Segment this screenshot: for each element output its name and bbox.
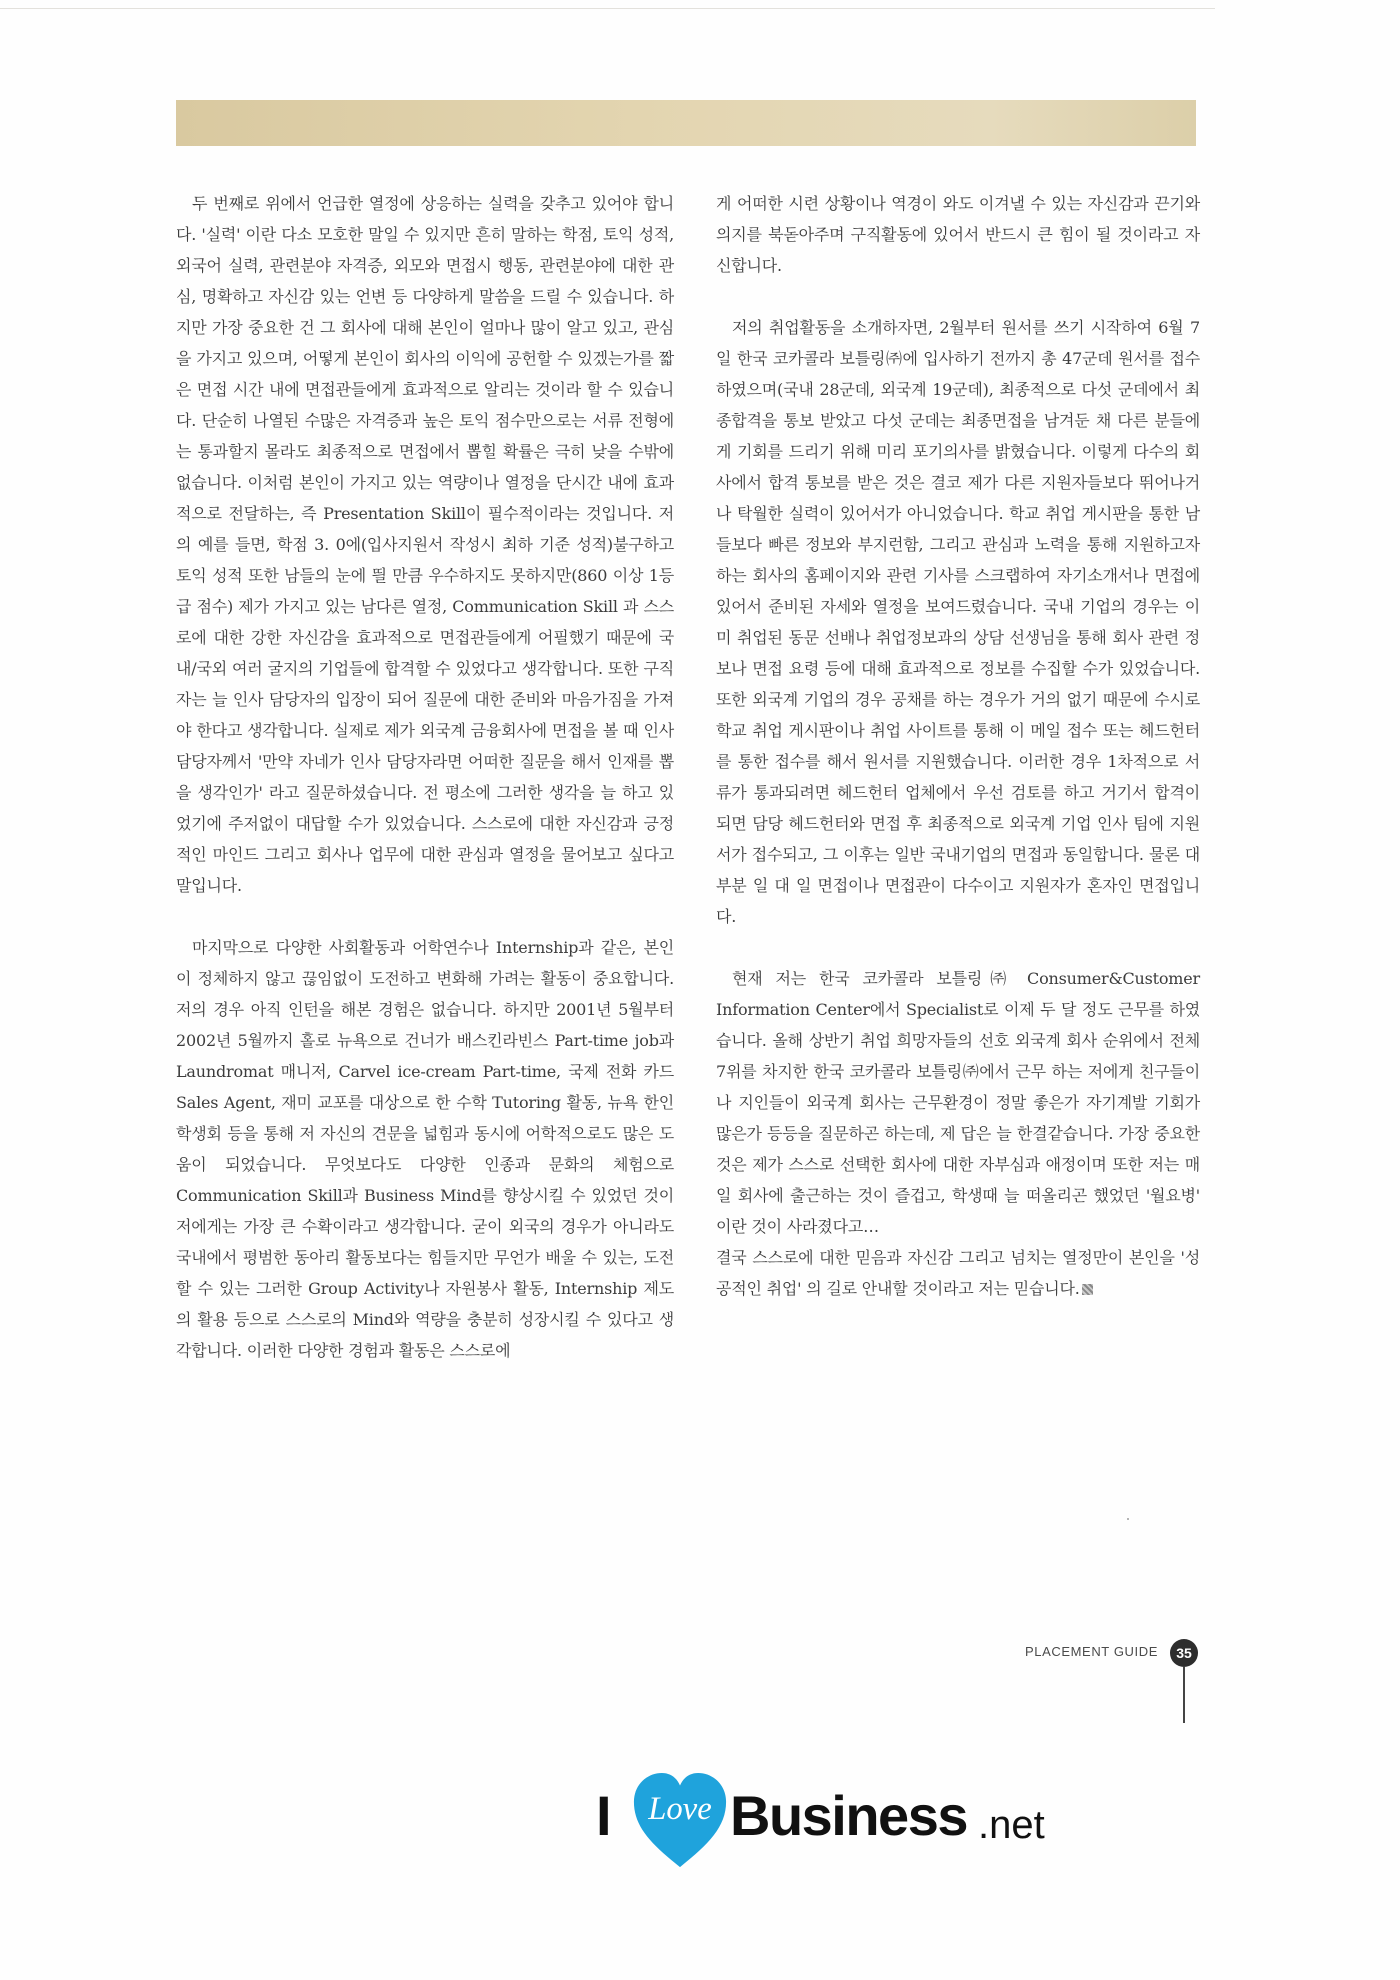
- left-column: [176, 188, 674, 1366]
- svg-text:Love: Love: [648, 1791, 712, 1828]
- heart-logo-icon: [632, 1771, 728, 1871]
- article-end-mark-icon: [1082, 1284, 1093, 1295]
- right-paragraph-current-job: 현재 저는 한국 코카콜라 보틀링㈜ Consumer&Customer Information Center에서 Specialist로 이제 두 달 정도 근무를 하였습니다. 올해 상반기 취업 희망자들의 선호 외국계 회사 순위에서 전체 7위를 차지한 한국 코카콜라 보틀링㈜에서 근무 하는 저에게 친구들이나 지인들이 외국계 회사는 근무환경이 정말 좋은가 자기계발 기회가 많은가 등등을 질문하곤 하는데, 제 답은 늘 한결같습니다. 가장 중요한 것은 제가 스스로 선택한 회사에 대한 자부심과 애정이며 또한 저는 매일 회사에 출근하는 것이 즐겁고, 학생때 늘 떠올리곤 했었던 '월요병' 이란 것이 사라졌다고…: [716, 969, 1200, 1236]
- right-paragraph-continuation: 게 어떠한 시련 상황이나 역경이 와도 이겨낼 수 있는 자신감과 끈기와 의지를 북돋아주며 구직활동에 있어서 반드시 큰 힘이 될 것이라고 자신합니다.: [716, 194, 1200, 275]
- top-rule: [0, 8, 1215, 9]
- page-number: 35: [1170, 1639, 1198, 1667]
- logo-letter-i: I: [596, 1784, 612, 1847]
- logo-word-business: Business: [730, 1784, 967, 1847]
- right-paragraph-job-search: 저의 취업활동을 소개하자면, 2월부터 원서를 쓰기 시작하여 6월 7일 한국 코카콜라 보틀링㈜에 입사하기 전까지 총 47군데 원서를 접수하였으며(국내 28군데, 외국계 19군데), 최종적으로 다섯 군데에서 최종합격을 통보 받았고 다섯 군데는 최종면접을 남겨둔 채 다른 분들에게 기회를 드리기 위해 미리 포기의사를 밝혔습니다. 이렇게 다수의 회사에서 합격 통보를 받은 것은 결코 제가 다른 지원자들보다 뛰어나거나 탁월한 실력이 있어서가 아니었습니다. 학교 취업 게시판을 통한 남들보다 빠른 정보와 부지런함, 그리고 관심과 노력을 통해 지원하고자 하는 회사의 홈페이지와 관련 기사를 스크랩하여 자기소개서나 면접에 있어서 준비된 자세와 열정을 보여드렸습니다. 국내 기업의 경우는 이미 취업된 동문 선배나 취업정보과의 상담 선생님을 통해 회사 관련 정보나 면접 요령 등에 대해 효과적으로 정보를 수집할 수가 있었습니다. 또한 외국계 기업의 경우 공채를 하는 경우가 거의 없기 때문에 수시로 학교 취업 게시판이나 취업 사이트를 통해 이 메일 접수 또는 헤드헌터를 통한 접수를 해서 원서를 지원했습니다. 이러한 경우 1차적으로 서류가 통과되려면 헤드헌터 업체에서 우선 검토를 하고 거기서 합격이 되면 담당 헤드헌터와 면접 후 최종적으로 외국계 기업 인사 팀에 지원서가 접수되고, 그 이후는 일반 국내기업의 면접과 동일합니다. 물론 대부분 일 대 일 면접이나 면접관이 다수이고 지원자가 혼자인 면접입니다.: [716, 318, 1200, 926]
- right-paragraph-conclusion: [716, 1242, 1200, 1304]
- header-band: [176, 100, 1196, 146]
- left-paragraph-1: 두 번째로 위에서 언급한 열정에 상응하는 실력을 갖추고 있어야 합니다. '실력' 이란 다소 모호한 말일 수 있지만 흔히 말하는 학점, 토익 성적, 외국어 실력, 관련분야 자격증, 외모와 면접시 행동, 관련분야에 대한 관심, 명확하고 자신감 있는 언변 등 다양하게 말씀을 드릴 수 있습니다. 하지만 가장 중요한 건 그 회사에 대해 본인이 얼마나 많이 알고 있고, 관심을 가지고 있으며, 어떻게 본인이 회사의 이익에 공헌할 수 있겠는가를 짧은 면접 시간 내에 면접관들에게 효과적으로 알리는 것이라 할 수 있습니다. 단순히 나열된 수많은 자격증과 높은 토익 점수만으로는 서류 전형에는 통과할지 몰라도 최종적으로 면접에서 뽑힐 확률은 극히 낮을 수밖에 없습니다. 이처럼 본인이 가지고 있는 역량이나 열정을 단시간 내에 효과적으로 전달하는, 즉 Presentation Skill이 필수적이라는 것입니다. 저의 예를 들면, 학점 3. 0에(입사지원서 작성시 최하 기준 성적)불구하고 토익 성적 또한 남들의 눈에 띌 만큼 우수하지도 못하지만(860 이상 1등급 점수) 제가 가지고 있는 남다른 열정, Communication Skill 과 스스로에 대한 강한 자신감을 효과적으로 면접관들에게 어필했기 때문에 국내/국외 여러 굴지의 기업들에 합격할 수 있었다고 생각합니다. 또한 구직자는 늘 인사 담당자의 입장이 되어 질문에 대한 준비와 마음가짐을 가져야 한다고 생각합니다. 실제로 제가 외국계 금융회사에 면접을 볼 때 인사 담당자께서 '만약 자네가 인사 담당자라면 어떠한 질문을 해서 인재를 뽑을 생각인가' 라고 질문하셨습니다. 전 평소에 그러한 생각을 늘 하고 있었기에 주저없이 대답할 수가 있었습니다. 스스로에 대한 자신감과 긍정적인 마인드 그리고 회사나 업무에 대한 관심과 열정을 물어보고 싶다고 말입니다.: [176, 194, 674, 895]
- scan-mark: [1127, 1518, 1129, 1520]
- folio: [1008, 1639, 1198, 1729]
- conclusion-text: 결국 스스로에 대한 믿음과 자신감 그리고 넘치는 열정만이 본인을 '성공적인 취업' 의 길로 안내할 것이라고 저는 믿습니다.: [716, 1248, 1200, 1298]
- left-paragraph-2: 마지막으로 다양한 사회활동과 어학연수나 Internship과 같은, 본인이 정체하지 않고 끊임없이 도전하고 변화해 가려는 활동이 중요합니다. 저의 경우 아직 인턴을 해본 경험은 없습니다. 하지만 2001년 5월부터 2002년 5월까지 홀로 뉴욕으로 건너가 배스킨라빈스 Part-time job과 Laundromat 매니저, Carvel ice-cream Part-time, 국제 전화 카드 Sales Agent, 재미 교포를 대상으로 한 수학 Tutoring 활동, 뉴욕 한인 학생회 등을 통해 저 자신의 견문을 넓힘과 동시에 어학적으로도 많은 도움이 되었습니다. 무엇보다도 다양한 인종과 문화의 체험으로 Communication Skill과 Business Mind를 향상시킬 수 있었던 것이 저에게는 가장 큰 수확이라고 생각합니다. 굳이 외국의 경우가 아니라도 국내에서 평범한 동아리 활동보다는 힘들지만 무언가 배울 수 있는, 도전할 수 있는 그러한 Group Activity나 자원봉사 활동, Internship 제도의 활용 등으로 스스로의 Mind와 역량을 충분히 성장시킬 수 있다고 생각합니다. 이러한 다양한 경험과 활동은 스스로에: [176, 938, 674, 1360]
- logo-word-net: .net: [978, 1803, 1045, 1847]
- i-love-business-logo: [596, 1771, 1076, 1891]
- section-label: PLACEMENT GUIDE: [1024, 1644, 1158, 1659]
- right-column: [716, 188, 1200, 1304]
- folio-rule: [1183, 1667, 1185, 1723]
